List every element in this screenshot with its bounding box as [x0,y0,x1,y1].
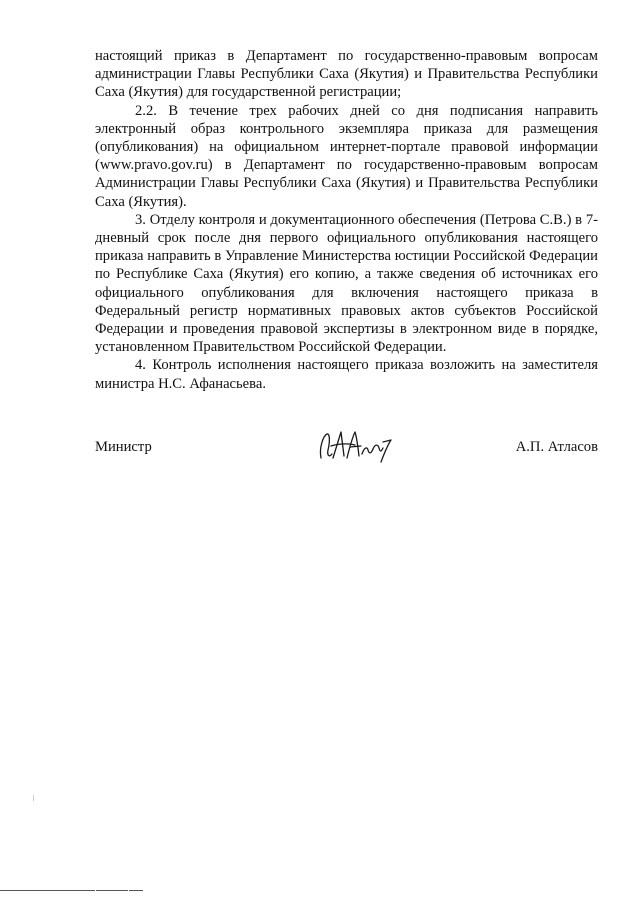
paragraph-2-2: 2.2. В течение трех рабочих дней со дня подписания направить электронный образ контрольного экземпляра приказа для размещения (опубликования) на официальном интернет-портале правовой информации (www.pravo.gov.ru) в Департамент по государственно-правовым вопросам Администрации Главы Республики Саха (Якутия) и Правительства Республики Саха (Якутия). [95,102,598,210]
paragraph-registration: настоящий приказ в Департамент по государственно-правовым вопросам администрации Главы Республики Саха (Якутия) и Правительства Республики Саха (Якутия) для государственной регистрации; [95,48,598,101]
signature-block [95,428,598,468]
footer-rule [129,890,143,891]
document-body [95,47,598,393]
handwritten-signature [317,428,397,464]
paragraph-3: 3. Отделу контроля и документационного обеспечения (Петрова С.В.) в 7-дневный срок после дня первого официального опубликования настоящего приказа направить в Управление Министерства юстиции Российской Федерации по Республике Саха (Якутия) его копию, а также сведения об источниках его официального опубликования для включения настоящего приказа в Федеральный регистр нормативных правовых актов субъектов Российской Федерации и проведения правовой экспертизы в электронном виде в порядке, установленном Правительством Российской Федерации. [95,211,598,356]
footer-rule [0,890,95,891]
paragraph-4: 4. Контроль исполнения настоящего приказа возложить на заместителя министра Н.С. Афанасьева. [95,357,598,392]
signatory-name: А.П. Атласов [515,439,598,455]
footer-rule [96,890,128,891]
scan-artifact [33,795,34,801]
signatory-position: Министр [95,439,152,455]
